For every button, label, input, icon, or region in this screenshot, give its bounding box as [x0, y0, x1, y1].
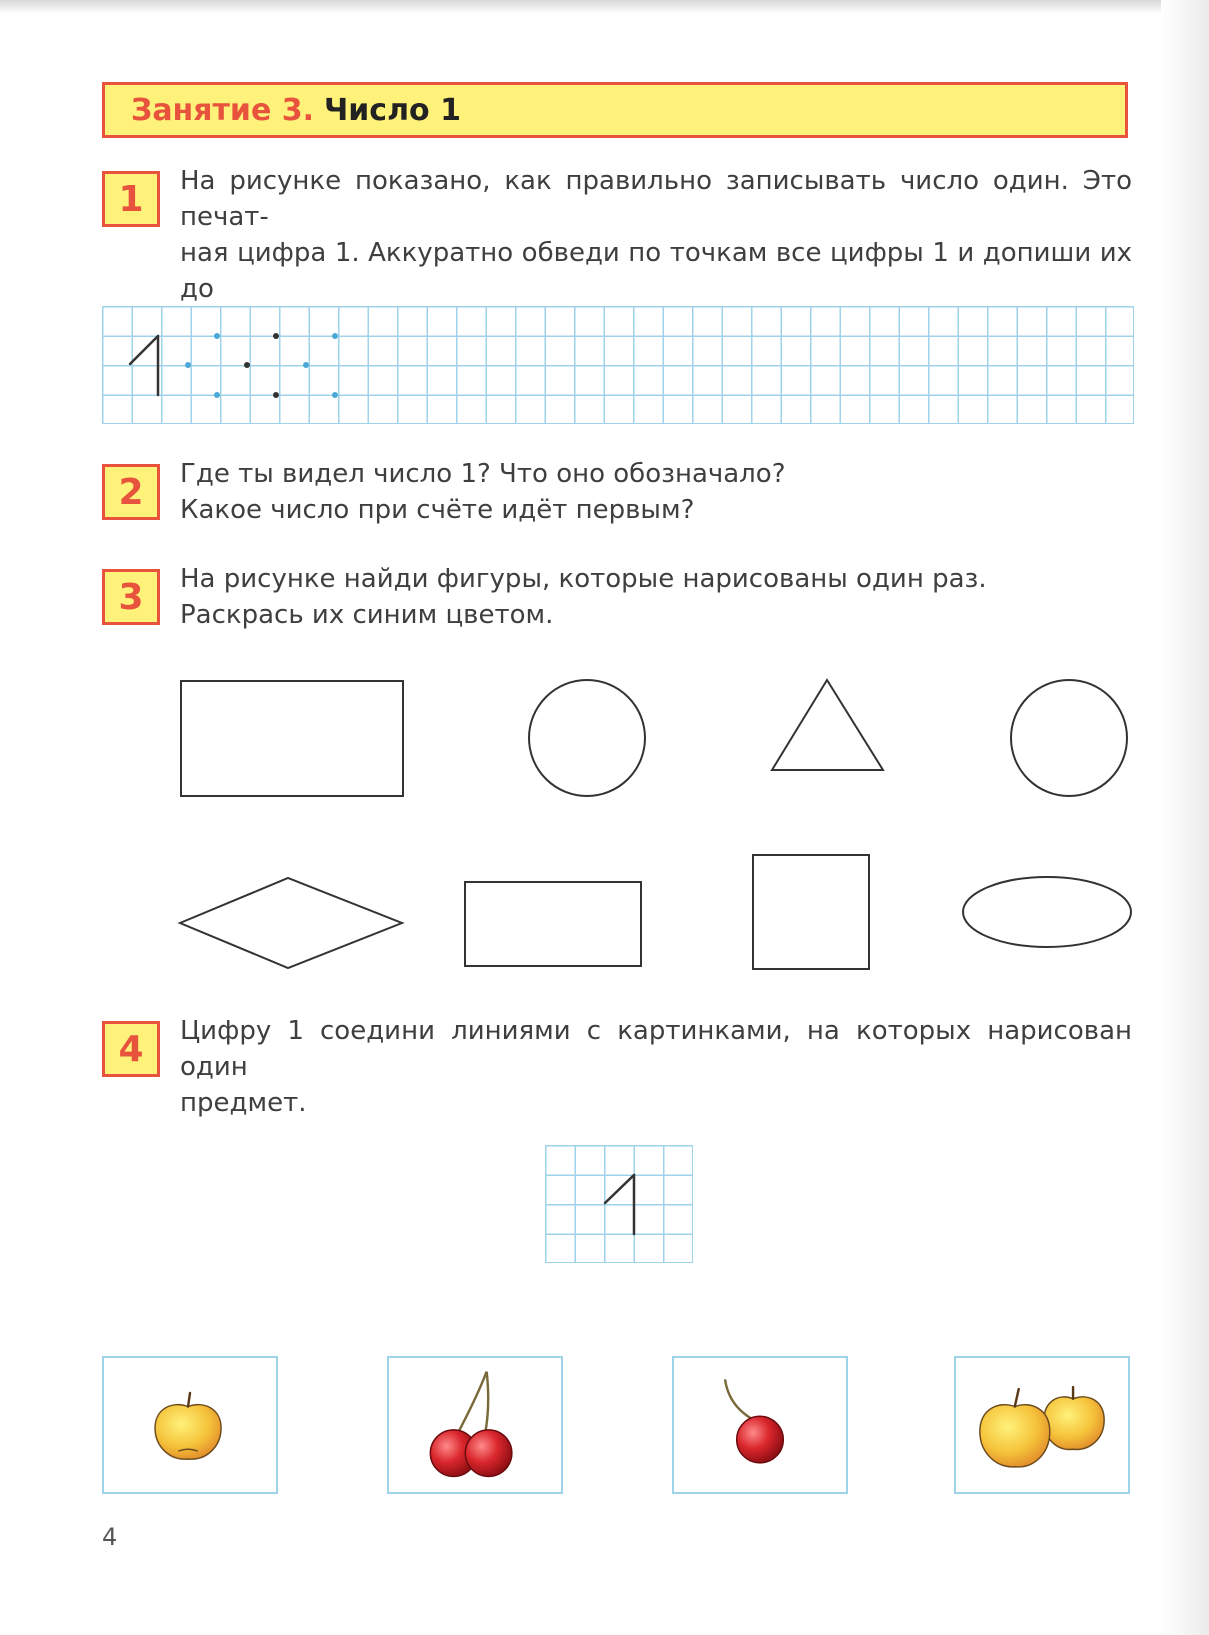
digit-one-glyph [545, 1145, 693, 1263]
page-number: 4 [102, 1523, 118, 1551]
writing-grid[interactable] [102, 306, 1134, 424]
shape-triangle[interactable] [772, 680, 883, 770]
picture-one-cherry[interactable] [672, 1356, 848, 1494]
shape-ellipse[interactable] [963, 877, 1131, 947]
task-3-number: 3 [102, 569, 160, 625]
task-2-line-1: Где ты видел число 1? Что оно обозначало? [180, 459, 786, 489]
task-1-number: 1 [102, 171, 160, 227]
task-3-line-2: Раскрась их синим цветом. [180, 600, 554, 630]
cherry-icon [674, 1358, 846, 1492]
task-4-line-2: предмет. [180, 1088, 307, 1118]
page-top-edge [0, 0, 1209, 14]
shape-circle-1[interactable] [529, 680, 645, 796]
lesson-topic: Число 1 [324, 92, 461, 128]
picture-two-apples[interactable] [954, 1356, 1130, 1494]
task-3-text [180, 561, 1132, 633]
shape-circle-2[interactable] [1011, 680, 1127, 796]
task-2-number: 2 [102, 464, 160, 520]
lesson-number: Занятие 3. [131, 92, 315, 128]
shape-rectangle-small[interactable] [465, 882, 641, 966]
shape-square[interactable] [753, 855, 869, 969]
apple-icon [104, 1358, 276, 1492]
cherries-icon [389, 1358, 561, 1492]
picture-two-cherries[interactable] [387, 1356, 563, 1494]
apples-icon [956, 1358, 1128, 1492]
task-4-number: 4 [102, 1021, 160, 1077]
shapes-area [170, 670, 1140, 990]
shape-rhombus[interactable] [180, 878, 402, 968]
digit-one-box[interactable] [545, 1145, 693, 1263]
picture-one-apple[interactable] [102, 1356, 278, 1494]
dotted-digit-one [244, 333, 279, 398]
digit-tracing-layer [102, 306, 1134, 424]
dotted-digit-one [303, 333, 338, 398]
task-2-line-2: Какое число при счёте идёт первым? [180, 495, 695, 525]
task-1-line-1: На рисунке показано, как правильно записывать число один. Это печат- [180, 166, 1132, 232]
task-4-line-1: Цифру 1 соедини линиями с картинками, на которых нарисован один [180, 1016, 1132, 1082]
task-4-text [180, 1013, 1132, 1121]
sample-digit-one [130, 336, 158, 395]
task-2-text [180, 456, 1132, 528]
task-3-line-1: На рисунке найди фигуры, которые нарисованы один раз. [180, 564, 987, 594]
dotted-digit-one [185, 333, 220, 398]
shape-rectangle-large[interactable] [181, 681, 403, 796]
task-1-line-2: ная цифра 1. Аккуратно обведи по точкам все цифры 1 и допиши их до [180, 238, 1132, 304]
page-right-edge [1161, 0, 1209, 1635]
lesson-header [102, 82, 1128, 138]
